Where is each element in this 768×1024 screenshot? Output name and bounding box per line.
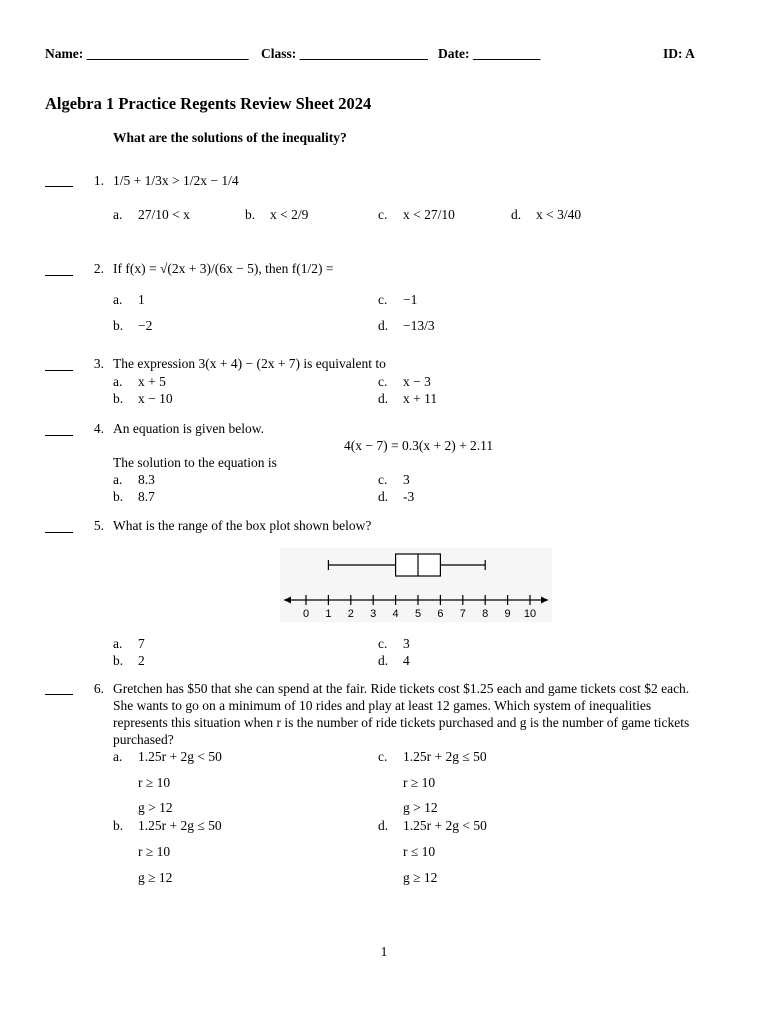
tick-label: 9 — [504, 608, 511, 620]
choice-label: b. — [113, 818, 124, 833]
choice-text: x < 2/9 — [270, 207, 309, 222]
question-stem — [113, 261, 333, 277]
date-blank: __________ — [472, 46, 541, 61]
choice-text: −2 — [138, 318, 153, 333]
date-label: Date: — [438, 46, 470, 61]
choice-text: x + 11 — [403, 391, 438, 406]
choice-label: d. — [378, 653, 389, 668]
choice-text: x − 10 — [138, 391, 173, 406]
answer-blank-1 — [45, 186, 73, 187]
class-label: Class: — [261, 46, 297, 61]
stem-line: represents this situation when r is the number of ride tickets purchased and g is the number of game tickets — [113, 715, 690, 730]
stem-line: purchased? — [113, 732, 174, 747]
question-stem: The expression 3(x + 4) − (2x + 7) is equivalent to — [113, 356, 386, 371]
answer-blank-5 — [45, 532, 73, 533]
tick-label: 4 — [392, 608, 399, 620]
answer-blank-6 — [45, 694, 73, 695]
choice-label: a. — [113, 292, 123, 307]
question-number: 6. — [93, 681, 104, 696]
choice-line: r ≥ 10 — [138, 775, 171, 790]
choice-text: 8.3 — [138, 472, 155, 487]
stem-prefix: If — [113, 261, 122, 276]
name-label: Name: — [45, 46, 84, 61]
class-blank: ___________________ — [299, 46, 428, 61]
choice-text: 27/10 < x — [138, 207, 190, 222]
choice-label: b. — [113, 318, 124, 333]
choice-text: 7 — [138, 636, 145, 651]
choice-text: 4 — [403, 653, 410, 668]
tick-label: 2 — [347, 608, 354, 620]
choice-text: -3 — [403, 489, 415, 504]
choice-text: 1 — [138, 292, 145, 307]
page-title: Algebra 1 Practice Regents Review Sheet 2024 — [45, 94, 372, 113]
choice-line: g > 12 — [403, 800, 438, 815]
tick-label: 0 — [302, 608, 310, 620]
choice-label: a. — [113, 636, 123, 651]
choice-label: c. — [378, 472, 388, 487]
choice-label: d. — [378, 818, 389, 833]
choice-text: x < 3/40 — [536, 207, 582, 222]
choice-label: a. — [113, 207, 123, 222]
choice-label: a. — [113, 749, 123, 764]
tick-label: 3 — [370, 608, 377, 620]
tick-label: 6 — [437, 608, 444, 620]
choice-line: g > 12 — [138, 800, 173, 815]
choice-text: 3 — [403, 636, 410, 651]
choice-text: −13/3 — [403, 318, 435, 333]
choice-line: g ≥ 12 — [138, 870, 173, 885]
choice-label: c. — [378, 749, 388, 764]
instruction: What are the solutions of the inequality? — [113, 130, 347, 145]
choice-label: c. — [378, 207, 388, 222]
choice-label: a. — [113, 374, 123, 389]
answer-blank-4 — [45, 435, 73, 436]
choice-label: b. — [113, 653, 124, 668]
stem-mid: , then — [258, 261, 289, 276]
question-stem: 1/5 + 1/3x > 1/2x − 1/4 — [113, 173, 239, 188]
choice-label: d. — [378, 489, 389, 504]
choice-label: d. — [378, 318, 389, 333]
box-plot-figure — [280, 548, 552, 622]
question-stem: An equation is given below. — [113, 421, 264, 436]
choice-label: b. — [113, 489, 124, 504]
choice-text: −1 — [403, 292, 418, 307]
tick-label: 10 — [523, 608, 537, 620]
choice-label: d. — [511, 207, 522, 222]
question-number: 2. — [93, 261, 104, 276]
tick-label: 1 — [325, 608, 332, 620]
choice-line: 1.25r + 2g < 50 — [403, 818, 487, 833]
choice-label: c. — [378, 374, 388, 389]
equation: 4(x − 7) = 0.3(x + 2) + 2.11 — [344, 438, 494, 453]
choice-label: b. — [245, 207, 256, 222]
name-field — [45, 46, 249, 62]
question-stem: What is the range of the box plot shown below? — [113, 518, 372, 533]
choice-line: r ≥ 10 — [138, 844, 171, 859]
choice-label: d. — [378, 391, 389, 406]
choice-line: 1.25r + 2g ≤ 50 — [138, 818, 222, 833]
choice-label: b. — [113, 391, 124, 406]
stem-line: She wants to go on a minimum of 10 rides and play at least 12 games. Which system of inequalities — [113, 698, 652, 713]
date-field — [438, 46, 540, 62]
choice-line: r ≥ 10 — [403, 775, 436, 790]
choice-text: 2 — [138, 653, 145, 668]
choice-text: 8.7 — [138, 489, 155, 504]
question-number: 4. — [93, 421, 104, 436]
tick-label: 5 — [414, 608, 422, 620]
choice-text: 3 — [403, 472, 410, 487]
choice-label: a. — [113, 472, 123, 487]
answer-blank-2 — [45, 275, 73, 276]
choice-label: c. — [378, 292, 388, 307]
choice-line: g ≥ 12 — [403, 870, 438, 885]
tick-label: 7 — [459, 608, 466, 620]
stem-function: f(x) = √(2x + 3)/(6x − 5) — [125, 261, 259, 276]
choice-line: 1.25r + 2g ≤ 50 — [403, 749, 487, 764]
question-number: 3. — [93, 356, 104, 371]
choice-line: 1.25r + 2g < 50 — [138, 749, 222, 764]
choice-text: x − 3 — [403, 374, 431, 389]
class-field — [261, 46, 428, 62]
name-blank: ________________________ — [86, 46, 249, 61]
question-number: 5. — [93, 518, 104, 533]
choice-label: c. — [378, 636, 388, 651]
answer-blank-3 — [45, 370, 73, 371]
id-label: ID: A — [663, 46, 695, 61]
stem-line: Gretchen has $50 that she can spend at the fair. Ride tickets cost $1.25 each and game tickets cost $2 each. — [113, 681, 690, 696]
tick-label: 8 — [482, 608, 489, 620]
question-number: 1. — [93, 173, 104, 188]
choice-text: x < 27/10 — [403, 207, 455, 222]
choice-line: r ≤ 10 — [403, 844, 436, 859]
stem-eval: f(1/2) = — [291, 261, 334, 276]
page-number: 1 — [380, 944, 388, 959]
choice-text: x + 5 — [138, 374, 166, 389]
question-stem-continued: The solution to the equation is — [113, 455, 277, 470]
